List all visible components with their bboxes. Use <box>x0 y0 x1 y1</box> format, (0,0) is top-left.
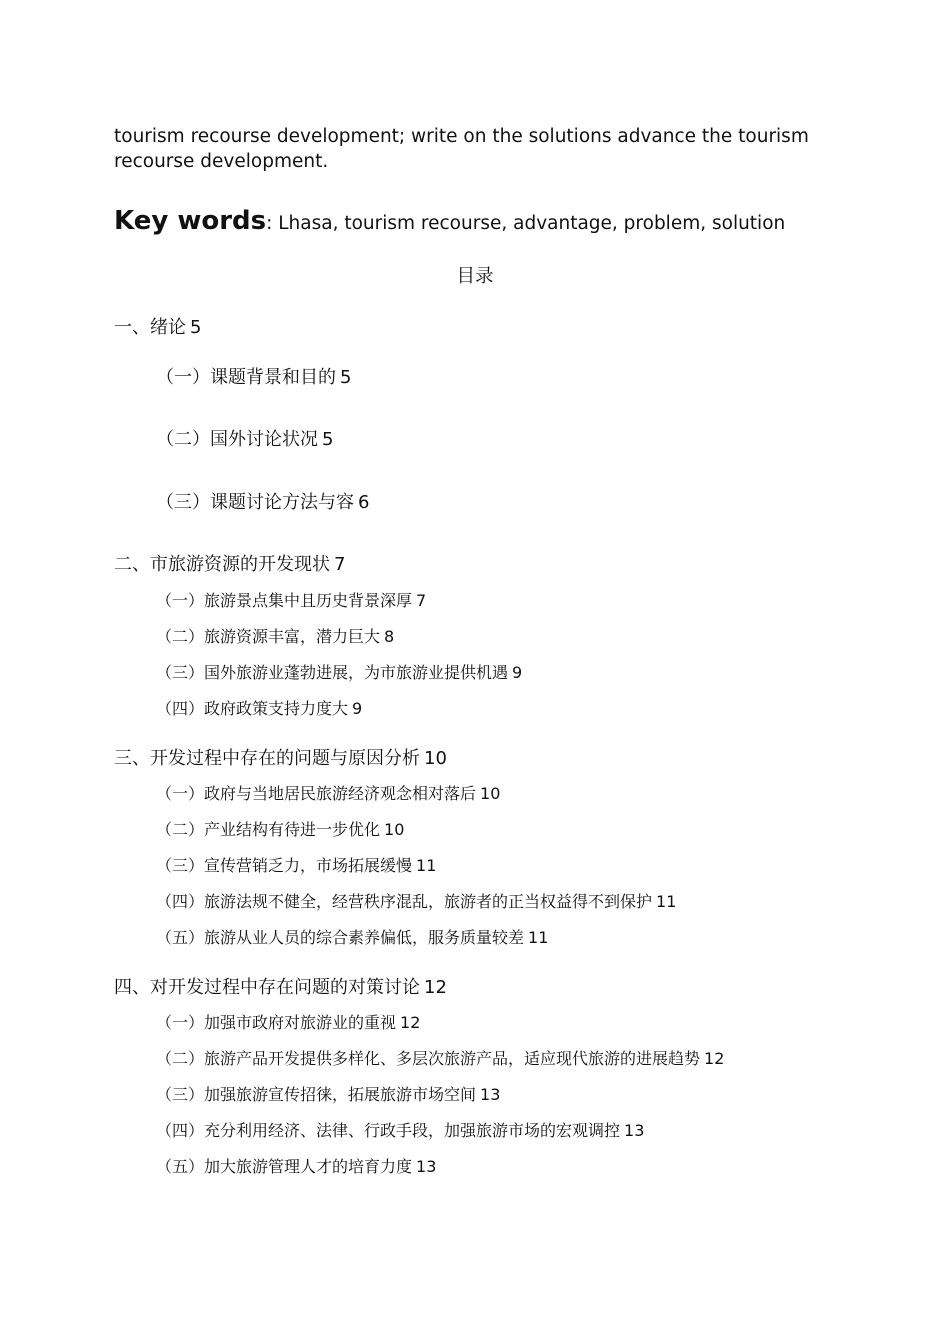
abstract-line-2: recourse development. <box>114 151 329 172</box>
toc-entry-page: 6 <box>358 492 370 513</box>
toc-entry-title: （五）加大旅游管理人才的培育力度 <box>156 1157 413 1176</box>
toc-entry-title: （三）宣传营销乏力，市场拓展缓慢 <box>156 856 413 875</box>
toc-entry[interactable] <box>114 744 447 770</box>
toc-entry[interactable] <box>156 1010 420 1033</box>
toc-entry[interactable] <box>156 363 351 389</box>
toc-entry[interactable] <box>156 1046 724 1069</box>
toc-entry[interactable] <box>156 853 436 876</box>
toc-entry[interactable] <box>156 696 362 719</box>
toc-entry-title: 一、绪论 <box>114 317 186 338</box>
toc-entry-title: （一）课题背景和目的 <box>156 367 336 388</box>
toc-title: 目录 <box>456 266 494 287</box>
toc-entry[interactable] <box>156 889 676 912</box>
toc-entry-page: 13 <box>480 1085 501 1104</box>
toc-entry-title: （二）旅游产品开发提供多样化、多层次旅游产品，适应现代旅游的进展趋势 <box>156 1049 701 1068</box>
toc-entry-title: 三、开发过程中存在的问题与原因分析 <box>114 748 420 769</box>
toc-entry-title: （一）加强市政府对旅游业的重视 <box>156 1013 397 1032</box>
toc-entry-page: 12 <box>424 977 447 998</box>
toc-entry-page: 7 <box>416 591 427 610</box>
toc-entry-title: 二、市旅游资源的开发现状 <box>114 554 330 575</box>
toc-entry-title: （一）旅游景点集中且历史背景深厚 <box>156 591 413 610</box>
toc-entry[interactable] <box>156 781 500 804</box>
toc-entry-page: 10 <box>384 820 405 839</box>
toc-entry-page: 7 <box>334 554 346 575</box>
toc-entry-page: 10 <box>424 748 447 769</box>
toc-entry[interactable] <box>156 425 333 451</box>
toc-entry-title: （二）旅游资源丰富，潜力巨大 <box>156 627 381 646</box>
toc-entry-page: 12 <box>704 1049 725 1068</box>
toc-entry-page: 8 <box>384 627 395 646</box>
toc-entry-title: （五）旅游从业人员的综合素养偏低，服务质量较差 <box>156 928 525 947</box>
abstract-line-1: tourism recourse development; write on the solutions advance the tourism <box>114 126 809 147</box>
toc-entry-title: （四）政府政策支持力度大 <box>156 699 349 718</box>
toc-entry-page: 11 <box>416 856 437 875</box>
toc-entry[interactable] <box>114 313 201 339</box>
toc-entry-title: （三）国外旅游业蓬勃进展，为市旅游业提供机遇 <box>156 663 509 682</box>
toc-entry-title: （四）旅游法规不健全，经营秩序混乱，旅游者的正当权益得不到保护 <box>156 892 653 911</box>
keywords-label: Key words <box>114 206 267 236</box>
toc-entry-page: 5 <box>340 367 352 388</box>
keywords-text: : Lhasa, tourism recourse, advantage, problem, solution <box>266 213 786 234</box>
toc-entry-page: 10 <box>480 784 501 803</box>
toc-entry[interactable] <box>156 1082 500 1105</box>
toc-entry-page: 11 <box>656 892 677 911</box>
toc-entry-title: （四）充分利用经济、法律、行政手段，加强旅游市场的宏观调控 <box>156 1121 621 1140</box>
toc-entry-title: （二）产业结构有待进一步优化 <box>156 820 381 839</box>
toc-entry[interactable] <box>156 660 522 683</box>
toc-entry[interactable] <box>156 488 369 514</box>
toc-entry[interactable] <box>156 1154 436 1177</box>
toc-entry[interactable] <box>156 1118 644 1141</box>
toc-entry-title: （三）加强旅游宣传招徕，拓展旅游市场空间 <box>156 1085 477 1104</box>
toc-entry-page: 5 <box>322 429 334 450</box>
toc-entry[interactable] <box>156 588 426 611</box>
toc-entry[interactable] <box>156 925 548 948</box>
toc-entry[interactable] <box>114 973 447 999</box>
toc-entry[interactable] <box>114 550 345 576</box>
toc-entry-page: 9 <box>352 699 363 718</box>
toc-entry-page: 11 <box>528 928 549 947</box>
toc-entry-title: （三）课题讨论方法与容 <box>156 492 354 513</box>
toc-entry-title: 四、对开发过程中存在问题的对策讨论 <box>114 977 420 998</box>
keywords-line <box>114 206 874 236</box>
toc-entry-page: 5 <box>190 317 202 338</box>
toc-entry-page: 13 <box>416 1157 437 1176</box>
toc-entry[interactable] <box>156 624 394 647</box>
toc-entry-page: 9 <box>512 663 523 682</box>
toc-entry-page: 12 <box>400 1013 421 1032</box>
toc-entry[interactable] <box>156 817 404 840</box>
abstract-paragraph <box>114 124 854 174</box>
toc-entry-title: （二）国外讨论状况 <box>156 429 318 450</box>
toc-entry-title: （一）政府与当地居民旅游经济观念相对落后 <box>156 784 477 803</box>
toc-entry-page: 13 <box>624 1121 645 1140</box>
